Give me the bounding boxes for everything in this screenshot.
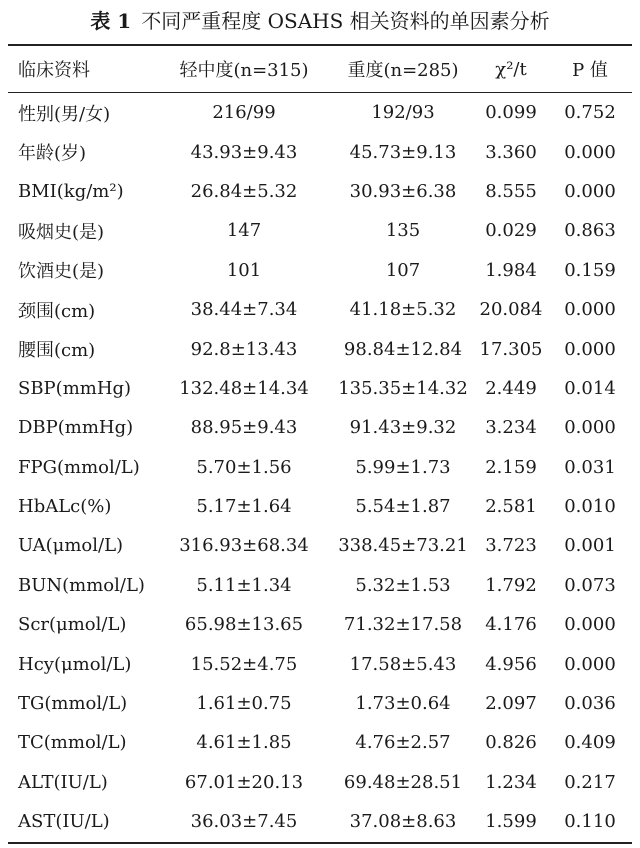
mild-moderate-value: 316.93±68.34 (179, 535, 309, 557)
table-title: 不同严重程度 OSAHS 相关资料的单因素分析 (141, 9, 550, 33)
statistic-value: 0.029 (485, 220, 537, 242)
row-label: 腰围(cm) (18, 340, 96, 362)
p-value: 0.752 (564, 102, 616, 124)
mild-moderate-value: 65.98±13.65 (184, 614, 304, 636)
header-mild-moderate: 轻中度(n=315) (179, 60, 309, 81)
statistic-value: 1.599 (485, 811, 537, 833)
p-value: 0.001 (564, 535, 616, 557)
row-label: Hcy(μmol/L) (18, 653, 132, 675)
mild-moderate-value: 43.93±9.43 (190, 141, 298, 163)
statistic-value: 3.234 (485, 417, 537, 439)
statistic-value: 0.099 (485, 102, 537, 124)
p-value: 0.000 (564, 141, 616, 163)
severe-value: 71.32±17.58 (343, 614, 463, 636)
row-label: FPG(mmol/L) (18, 456, 140, 478)
severe-value: 41.18±5.32 (349, 299, 457, 321)
statistic-value: 3.360 (485, 141, 537, 163)
mild-moderate-value: 132.48±14.34 (179, 377, 309, 399)
p-value: 0.031 (564, 456, 616, 478)
mild-moderate-value: 101 (226, 259, 262, 281)
header-statistic: χ²/t (495, 58, 527, 80)
severe-value: 69.48±28.51 (343, 771, 463, 793)
severe-value: 338.45±73.21 (338, 535, 468, 557)
table-row (8, 644, 632, 683)
mild-moderate-value: 5.70±1.56 (196, 456, 292, 478)
p-value: 0.014 (564, 377, 616, 399)
table-row (8, 408, 632, 447)
p-value: 0.000 (564, 417, 616, 439)
severe-value: 30.93±6.38 (349, 180, 457, 202)
severe-value: 17.58±5.43 (349, 653, 457, 675)
p-value: 0.863 (564, 220, 616, 242)
p-value: 0.000 (564, 653, 616, 675)
p-value: 0.073 (564, 574, 616, 596)
statistic-value: 1.792 (485, 574, 537, 596)
mild-moderate-value: 147 (226, 220, 262, 242)
mild-moderate-value: 36.03±7.45 (190, 811, 298, 833)
statistic-value: 2.581 (485, 496, 537, 518)
mild-moderate-value: 92.8±13.43 (190, 338, 298, 360)
mild-moderate-value: 5.11±1.34 (196, 574, 292, 596)
statistic-value: 4.176 (485, 614, 537, 636)
mild-moderate-value: 67.01±20.13 (184, 771, 304, 793)
severe-value: 37.08±8.63 (349, 811, 457, 833)
p-value: 0.000 (564, 299, 616, 321)
statistic-value: 0.826 (485, 732, 537, 754)
table-caption (0, 6, 640, 36)
header-p-value: P 值 (572, 60, 608, 81)
p-value: 0.000 (564, 614, 616, 636)
severe-value: 107 (385, 259, 421, 281)
severe-value: 135 (385, 220, 421, 242)
table-row (8, 93, 632, 132)
severe-value: 135.35±14.32 (338, 377, 468, 399)
row-label: TC(mmol/L) (18, 732, 127, 754)
row-label: BMI(kg/m²) (18, 180, 124, 202)
row-label: HbALc(%) (18, 496, 112, 518)
severe-value: 98.84±12.84 (343, 338, 463, 360)
table-row (8, 132, 632, 171)
bottom-rule (8, 842, 632, 844)
p-value: 0.217 (564, 771, 616, 793)
row-label: Scr(μmol/L) (18, 614, 127, 636)
severe-value: 4.76±2.57 (355, 732, 451, 754)
statistic-value: 8.555 (485, 180, 537, 202)
severe-value: 192/93 (371, 102, 435, 124)
severe-value: 91.43±9.32 (349, 417, 457, 439)
statistic-value: 20.084 (479, 299, 543, 321)
statistic-value: 2.159 (485, 456, 537, 478)
row-label: ALT(IU/L) (18, 771, 108, 793)
table-row (8, 763, 632, 802)
p-value: 0.036 (564, 693, 616, 715)
table-row (8, 251, 632, 290)
p-value: 0.409 (564, 732, 616, 754)
row-label: 吸烟史(是) (18, 221, 105, 243)
table-row (8, 684, 632, 723)
mild-moderate-value: 5.17±1.64 (196, 496, 292, 518)
statistic-value: 2.097 (485, 693, 537, 715)
row-label: SBP(mmHg) (18, 377, 132, 399)
p-value: 0.000 (564, 180, 616, 202)
table-row (8, 448, 632, 487)
severe-value: 5.32±1.53 (355, 574, 451, 596)
p-value: 0.010 (564, 496, 616, 518)
statistic-value: 1.234 (485, 771, 537, 793)
table-row (8, 211, 632, 250)
table-number: 表 1 (90, 9, 132, 33)
row-label: 年龄(岁) (18, 143, 87, 165)
table-row (8, 566, 632, 605)
row-label: AST(IU/L) (18, 811, 110, 833)
mild-moderate-value: 15.52±4.75 (190, 653, 298, 675)
table-row (8, 802, 632, 841)
mild-moderate-value: 88.95±9.43 (190, 417, 298, 439)
row-label: DBP(mmHg) (18, 417, 134, 439)
row-label: TG(mmol/L) (18, 693, 128, 715)
mild-moderate-value: 38.44±7.34 (190, 299, 298, 321)
table-row (8, 172, 632, 211)
severe-value: 45.73±9.13 (349, 141, 457, 163)
table-row (8, 723, 632, 762)
mild-moderate-value: 4.61±1.85 (196, 732, 292, 754)
row-label: 颈围(cm) (18, 300, 96, 322)
mild-moderate-value: 26.84±5.32 (190, 180, 298, 202)
table-header (8, 46, 632, 92)
severe-value: 5.99±1.73 (355, 456, 451, 478)
header-clinical-data: 临床资料 (18, 60, 90, 81)
table-body (8, 93, 632, 841)
table-row (8, 329, 632, 368)
statistic-value: 4.956 (485, 653, 537, 675)
severe-value: 1.73±0.64 (355, 693, 451, 715)
row-label: BUN(mmol/L) (18, 574, 145, 596)
p-value: 0.159 (564, 259, 616, 281)
statistic-value: 17.305 (479, 338, 543, 360)
p-value: 0.110 (564, 811, 616, 833)
table-row (8, 526, 632, 565)
statistic-value: 2.449 (485, 377, 537, 399)
statistic-value: 1.984 (485, 259, 537, 281)
table-row (8, 487, 632, 526)
table-row (8, 369, 632, 408)
table-row (8, 290, 632, 329)
mild-moderate-value: 1.61±0.75 (196, 693, 292, 715)
row-label: 性别(男/女) (18, 103, 111, 125)
table-row (8, 605, 632, 644)
row-label: 饮酒史(是) (18, 261, 105, 283)
p-value: 0.000 (564, 338, 616, 360)
severe-value: 5.54±1.87 (355, 496, 451, 518)
statistic-value: 3.723 (485, 535, 537, 557)
header-severe: 重度(n=285) (347, 60, 459, 81)
row-label: UA(μmol/L) (18, 535, 124, 557)
mild-moderate-value: 216/99 (212, 102, 276, 124)
